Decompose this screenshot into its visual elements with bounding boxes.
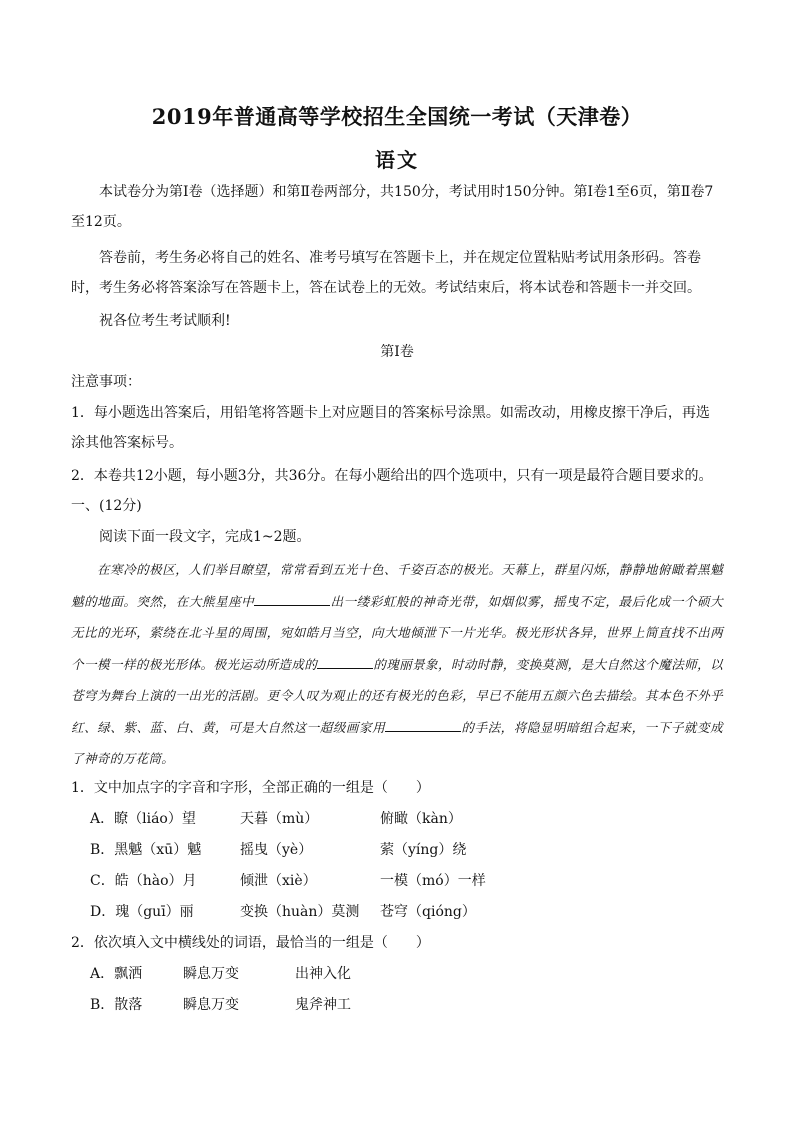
note-1: 1．每小题选出答案后，用铅笔将答题卡上对应题目的答案标号涂黑。如需改动，用橡皮擦干净后，再选涂其他答案标号。: [71, 405, 710, 451]
part-title: 一、(12分): [71, 498, 142, 514]
note-2: 2．本卷共12小题，每小题3分，共36分。在每小题给出的四个选项中，只有一项是最符合题目要求的。: [71, 468, 713, 484]
option-c-item-3: 一模（mó）一样: [380, 873, 486, 889]
passage-segment-2: 出一缕彩虹般的神奇光带，如烟似雾，摇曳不定，最后化成一个硕大无比的光环，萦绕在北斗星的周围，宛如皓月当空，向大地倾泄下一片光华。极光形状各异，世界上简直找不出两个一模一样的极光形体。极光运动所造成的: [71, 593, 724, 672]
volume-title: 第Ⅰ卷: [380, 344, 414, 360]
q2-option-a-item-1: A．飘洒: [90, 966, 143, 982]
question-1-stem: 1．文中加点字的字音和字形，全部正确的一组是（ ）: [71, 780, 430, 796]
option-b-item-2: 摇曳（yè）: [240, 842, 313, 858]
answer-blank-1: [254, 593, 330, 606]
intro-paragraph-2: 答卷前，考生务必将自己的姓名、准考号填写在答题卡上，并在规定位置粘贴考试用条形码。答卷时，考生务必将答案涂写在答题卡上，答在试卷上的无效。考试结束后，将本试卷和答题卡一并交回。: [71, 250, 701, 296]
notes-title: 注意事项：: [71, 374, 141, 390]
q2-option-b-item-1: B．散落: [90, 997, 143, 1013]
option-b-item-3: 萦（yíng）绕: [380, 842, 467, 858]
passage-segment-4: 的手法，将隐显明暗组合起来，一下子就变成了神奇的万花筒。: [71, 719, 724, 766]
reading-instruction: 阅读下面一段文字，完成1~2题。: [99, 529, 311, 545]
passage-segment-1: 在寒冷的极区，人们举目瞭望，常常看到五光十色、千姿百态的极光。天幕上，群星闪烁，静静地俯瞰着黑魆魆的地面。突然，在大熊星座中: [71, 562, 723, 609]
answer-blank-2: [317, 656, 373, 669]
q2-option-a-item-2: 瞬息万变: [183, 966, 239, 982]
option-b-item-1: B．黑魆（xū）魆: [90, 842, 202, 858]
subject-title: 语文: [375, 148, 419, 172]
option-d-item-1: D．瑰（guī）丽: [90, 904, 194, 920]
option-a-item-1: A．瞭（liáo）望: [90, 811, 196, 827]
passage-segment-3: 的瑰丽景象，时动时静，变换莫测，是大自然这个魔法师，以苍穹为舞台上演的一出光的活剧。更令人叹为观止的还有极光的色彩，早已不能用五颜六色去描绘。其本色不外乎红、绿、紫、蓝、白、黄，可是大自然这一超级画家用: [71, 656, 723, 735]
option-a-item-2: 天暮（mù）: [240, 811, 319, 827]
reading-passage: [71, 554, 723, 775]
option-d-item-2: 变换（huàn）莫测: [240, 904, 360, 920]
q2-option-b-item-2: 瞬息万变: [183, 997, 239, 1013]
option-d-item-3: 苍穹（qióng）: [380, 904, 476, 920]
option-c-item-2: 倾泄（xiè）: [240, 873, 317, 889]
good-luck-text: 祝各位考生考试顺利!: [99, 313, 231, 329]
answer-blank-3: [385, 719, 461, 732]
option-a-item-3: 俯瞰（kàn）: [380, 811, 462, 827]
exam-title: 2019年普通高等学校招生全国统一考试（天津卷）: [151, 104, 643, 129]
intro-paragraph-1: 本试卷分为第Ⅰ卷（选择题）和第Ⅱ卷两部分，共150分，考试用时150分钟。第Ⅰ卷1至6页，第Ⅱ卷7至12页。: [71, 184, 714, 230]
option-c-item-1: C．皓（hào）月: [90, 873, 197, 889]
question-2-stem: 2．依次填入文中横线处的词语，最恰当的一组是（ ）: [71, 935, 430, 951]
q2-option-b-item-3: 鬼斧神工: [295, 997, 351, 1013]
q2-option-a-item-3: 出神入化: [295, 966, 351, 982]
